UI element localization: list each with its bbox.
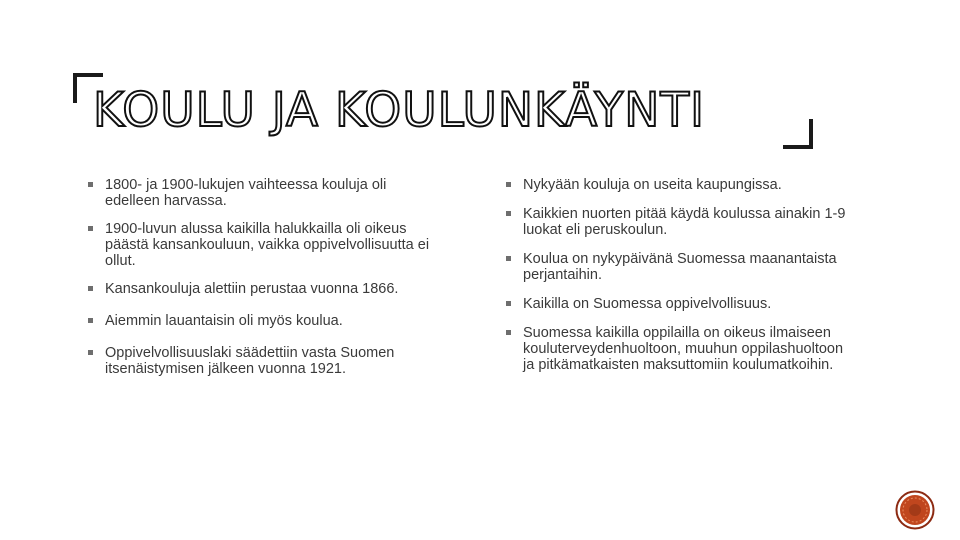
corner-bracket-bottom-right <box>783 119 813 149</box>
square-bullet-icon <box>506 182 511 187</box>
list-item <box>506 296 856 312</box>
list-item-text: Nykyään kouluja on useita kaupungissa. <box>523 177 782 193</box>
list-item <box>88 281 433 297</box>
square-bullet-icon <box>88 350 93 355</box>
list-item <box>506 177 856 193</box>
list-item-text: Koulua on nykypäivänä Suomessa maanantaista perjantaihin. <box>523 251 837 283</box>
right-column <box>506 177 856 386</box>
circular-stamp-icon <box>895 490 935 530</box>
square-bullet-icon <box>506 301 511 306</box>
square-bullet-icon <box>88 182 93 187</box>
list-item <box>88 345 433 377</box>
square-bullet-icon <box>506 330 511 335</box>
right-bullet-list <box>506 177 856 373</box>
left-column <box>88 177 433 389</box>
square-bullet-icon <box>88 286 93 291</box>
list-item-text: 1800- ja 1900-lukujen vaihteessa kouluja oli edelleen harvassa. <box>105 177 387 209</box>
square-bullet-icon <box>88 226 93 231</box>
list-item <box>506 325 856 373</box>
square-bullet-icon <box>88 318 93 323</box>
left-bullet-list <box>88 177 433 377</box>
page-title: KOULU JA KOULUNKÄYNTI <box>93 83 705 138</box>
square-bullet-icon <box>506 211 511 216</box>
list-item <box>506 206 856 238</box>
list-item-text: Oppivelvollisuuslaki säädettiin vasta Suomen itsenäistymisen jälkeen vuonna 1921. <box>105 345 395 377</box>
list-item-text: Kaikilla on Suomessa oppivelvollisuus. <box>523 296 772 312</box>
list-item-text: Kansankouluja alettiin perustaa vuonna 1866. <box>105 281 399 297</box>
title-frame <box>73 73 813 149</box>
list-item-text: Aiemmin lauantaisin oli myös koulua. <box>105 313 343 329</box>
list-item-text: 1900-luvun alussa kaikilla halukkailla oli oikeus päästä kansankouluun, vaikka oppivelvollisuutta ei ollut. <box>105 221 430 269</box>
list-item <box>88 177 433 209</box>
list-item-text: Suomessa kaikilla oppilailla on oikeus ilmaiseen kouluterveydenhuoltoon, muuhun oppilashuoltoon ja pitkämatkaisten maksuttomiin koulumatkoihin. <box>523 325 844 373</box>
list-item <box>506 251 856 283</box>
list-item <box>88 221 433 269</box>
square-bullet-icon <box>506 256 511 261</box>
list-item <box>88 313 433 329</box>
list-item-text: Kaikkien nuorten pitää käydä koulussa ainakin 1-9 luokat eli peruskoulun. <box>523 206 846 238</box>
